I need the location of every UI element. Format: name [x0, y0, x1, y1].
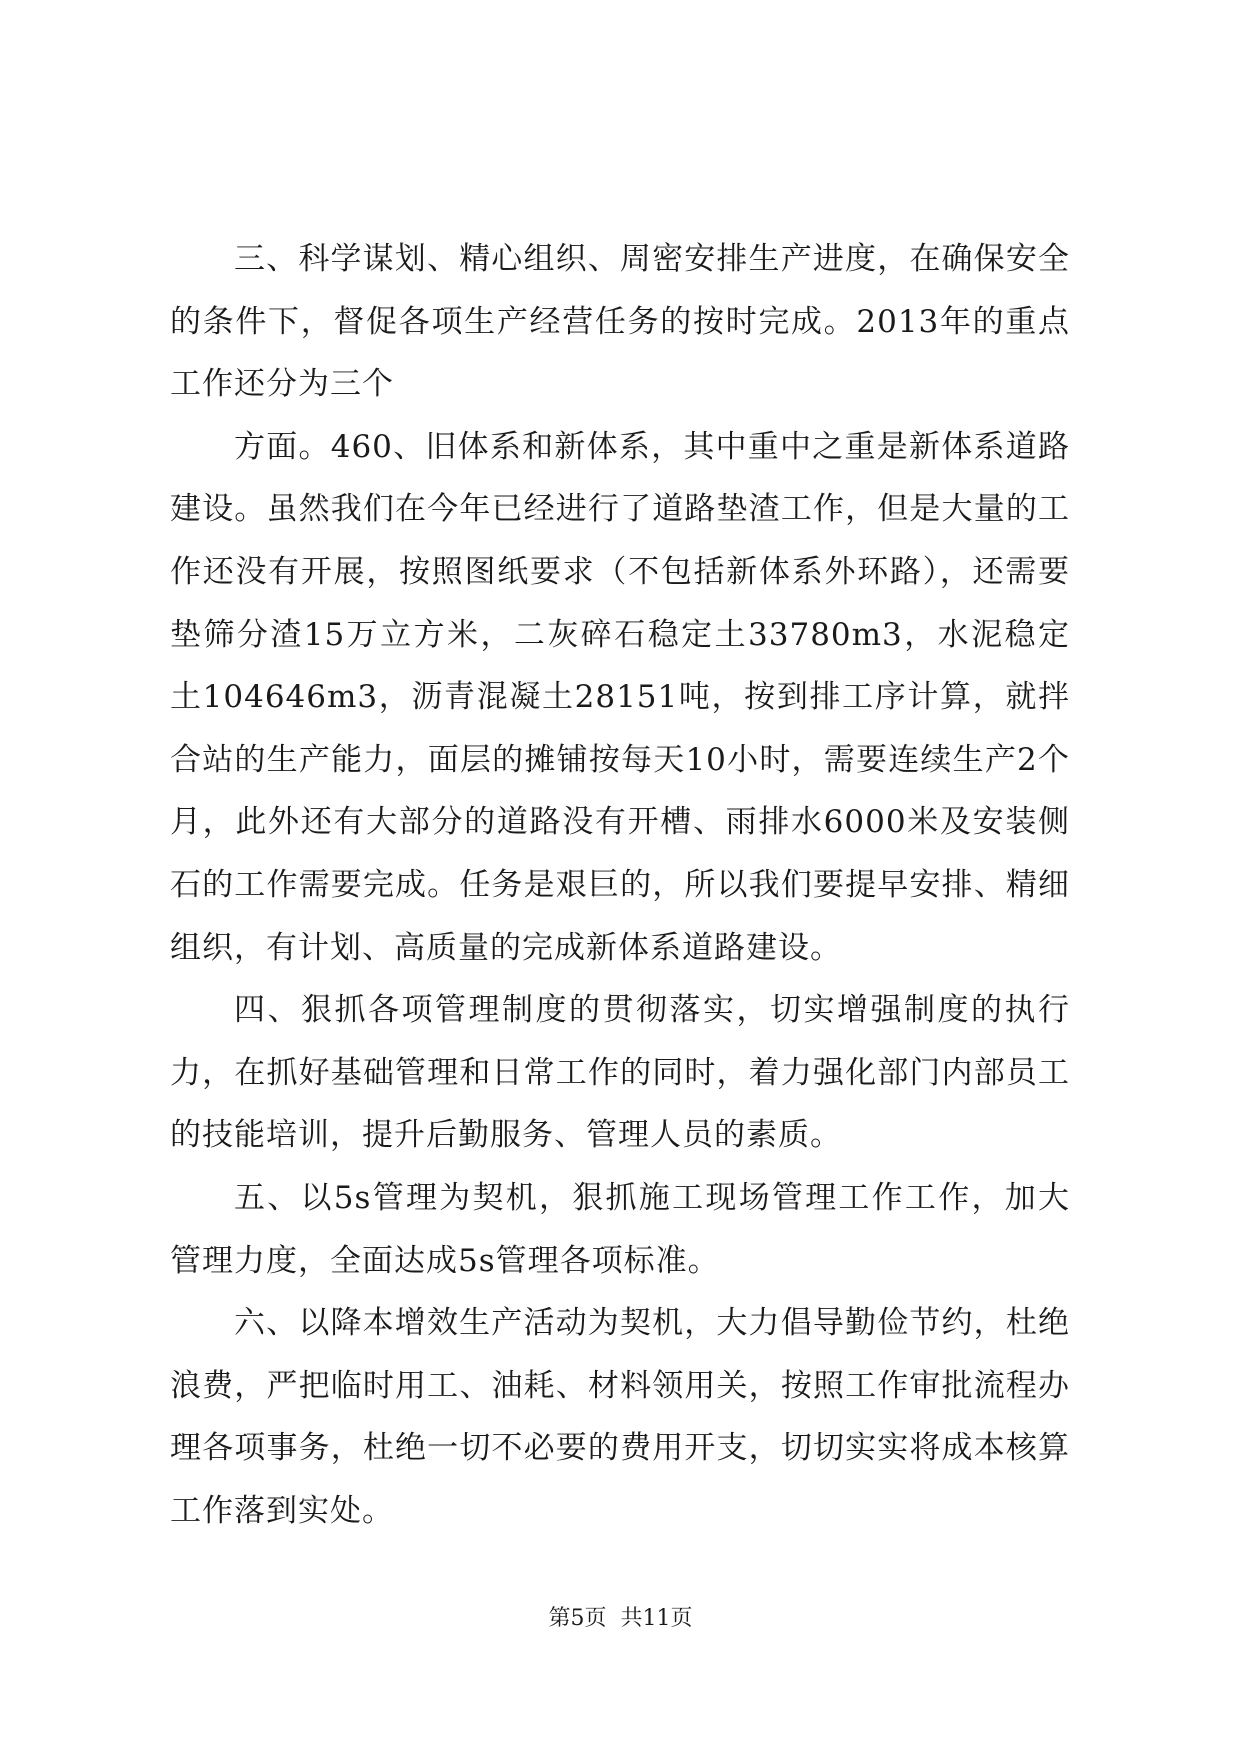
page-footer — [0, 1604, 1241, 1634]
paragraph-section-four: 四、狠抓各项管理制度的贯彻落实，切实增强制度的执行力，在抓好基础管理和日常工作的同时，着力强化部门内部员工的技能培训，提升后勤服务、管理人员的素质。 — [170, 992, 1070, 1154]
paragraph-section-three: 三、科学谋划、精心组织、周密安排生产进度，在确保安全的条件下，督促各项生产经营任务的按时完成。2013年的重点工作还分为三个 — [170, 241, 1070, 403]
page-number: 第5页 共11页 — [548, 1606, 693, 1631]
paragraph-section-six: 六、以降本增效生产活动为契机，大力倡导勤俭节约，杜绝浪费，严把临时用工、油耗、材料领用关，按照工作审批流程办理各项事务，杜绝一切不必要的费用开支，切切实实将成本核算工作落到实处。 — [170, 1305, 1070, 1529]
paragraph-section-five: 五、以5s管理为契机，狠抓施工现场管理工作工作，加大管理力度，全面达成5s管理各项标准。 — [170, 1179, 1070, 1279]
paragraph-road-construction: 方面。460、旧体系和新体系，其中重中之重是新体系道路建设。虽然我们在今年已经进行了道路垫渣工作，但是大量的工作还没有开展，按照图纸要求（不包括新体系外环路），还需要垫筛分渣15万立方米，二灰碎石稳定土33780m3，水泥稳定土104646m3，沥青混凝土28151吨，按到排工序计算，就拌合站的生产能力，面层的摊铺按每天10小时，需要连续生产2个月，此外还有大部分的道路没有开槽、雨排水6000米及安装侧石的工作需要完成。任务是艰巨的，所以我们要提早安排、精细组织，有计划、高质量的完成新体系道路建设。 — [170, 428, 1070, 966]
document-body — [170, 228, 1070, 1542]
